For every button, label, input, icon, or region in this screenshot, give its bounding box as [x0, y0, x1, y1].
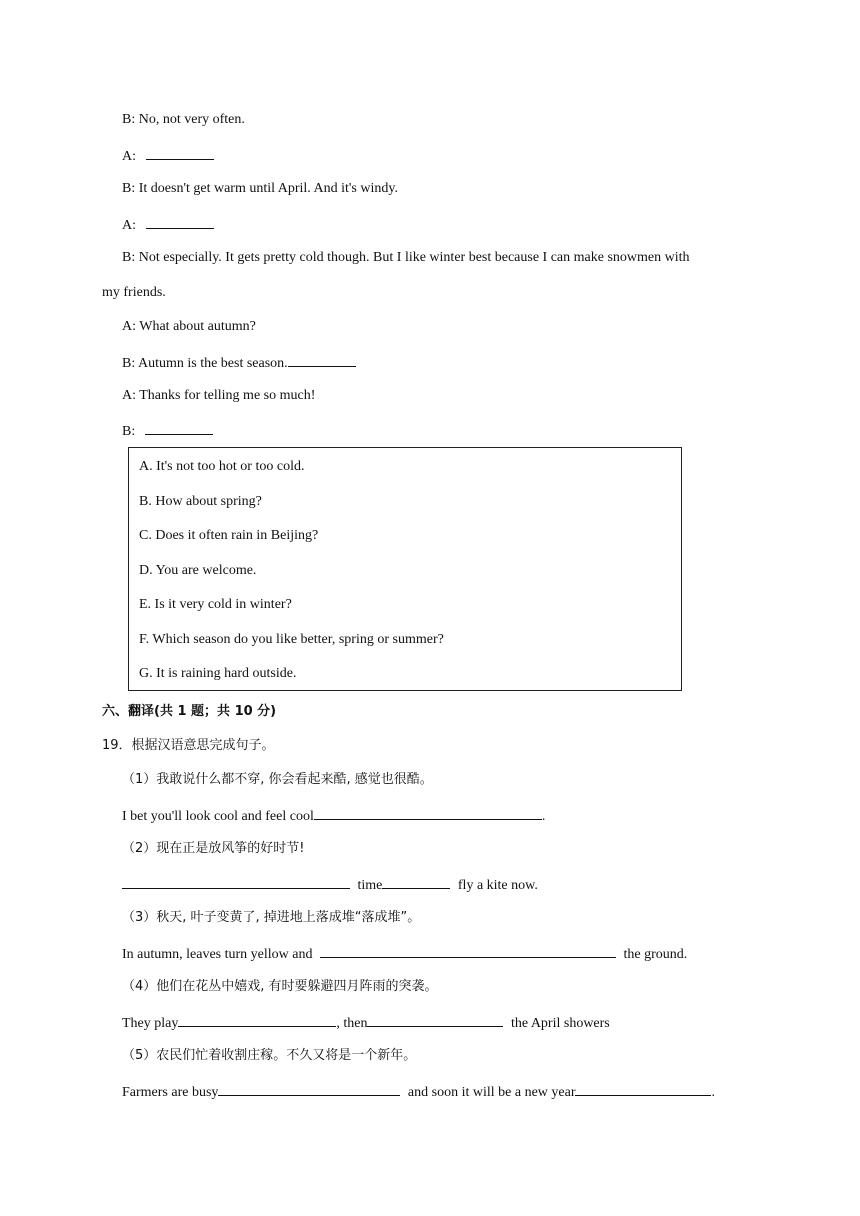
- dialogue-text: It doesn't get warm until April. And it's windy.: [138, 181, 398, 196]
- dialogue-line-4: [122, 215, 214, 235]
- sentence-text: Farmers are busy: [122, 1085, 219, 1100]
- dialogue-text: Thanks for telling me so much!: [139, 388, 316, 403]
- item-2-chinese: （2）现在正是放风筝的好时节!: [122, 841, 305, 856]
- answer-blank[interactable]: [218, 1082, 400, 1096]
- speaker-label: A:: [122, 149, 136, 164]
- answer-blank[interactable]: [382, 875, 450, 889]
- speaker-label: B:: [122, 424, 136, 439]
- answer-blank[interactable]: [145, 421, 213, 435]
- answer-blank[interactable]: [575, 1082, 711, 1096]
- speaker-label: A:: [122, 388, 136, 403]
- dialogue-text: Not especially. It gets pretty cold though. But I like winter best because I can make snowmen with: [138, 250, 690, 265]
- sentence-text: , then: [336, 1016, 368, 1031]
- item-4-chinese: （4）他们在花丛中嬉戏, 有时要躲避四月阵雨的突袭。: [122, 979, 438, 994]
- item-1-english: [122, 806, 545, 826]
- option-d: D. You are welcome.: [139, 563, 257, 578]
- item-4-english: [122, 1013, 610, 1033]
- answer-blank[interactable]: [320, 944, 616, 958]
- answer-blank[interactable]: [146, 146, 214, 160]
- item-1-chinese: （1）我敢说什么都不穿, 你会看起来酷, 感觉也很酷。: [122, 772, 433, 787]
- sentence-text: time: [357, 878, 383, 893]
- option-e: E. Is it very cold in winter?: [139, 597, 292, 612]
- dialogue-line-3: [122, 180, 398, 198]
- item-5-chinese: （5）农民们忙着收割庄稼。不久又将是一个新年。: [122, 1048, 417, 1063]
- answer-blank[interactable]: [122, 875, 350, 889]
- dialogue-line-5-continued: my friends.: [102, 285, 166, 300]
- question-prompt: 根据汉语意思完成句子。: [131, 738, 275, 753]
- speaker-label: A:: [122, 319, 136, 334]
- sentence-text: and soon it will be a new year: [407, 1085, 576, 1100]
- option-g: G. It is raining hard outside.: [139, 666, 297, 681]
- speaker-label: B:: [122, 181, 136, 196]
- item-3-chinese: （3）秋天, 叶子变黄了, 掉进地上落成堆“落成堆”。: [122, 910, 421, 925]
- item-2-english: [122, 875, 538, 895]
- item-5-english: [122, 1082, 715, 1102]
- answer-blank[interactable]: [367, 1013, 503, 1027]
- sentence-text: fly a kite now.: [457, 878, 538, 893]
- question-header: [102, 737, 275, 755]
- answer-blank[interactable]: [146, 215, 214, 229]
- speaker-label: B:: [122, 356, 136, 371]
- sentence-text: the ground.: [623, 947, 688, 962]
- speaker-label: B:: [122, 250, 136, 265]
- answer-blank[interactable]: [178, 1013, 336, 1027]
- sentence-text: They play: [122, 1016, 179, 1031]
- speaker-label: A:: [122, 218, 136, 233]
- dialogue-line-7: [122, 353, 356, 373]
- dialogue-line-5: [122, 249, 690, 267]
- sentence-text: In autumn, leaves turn yellow and: [122, 947, 313, 962]
- dialogue-line-1: [122, 111, 245, 129]
- section-heading: 六、翻译(共 1 题；共 10 分): [102, 704, 277, 719]
- dialogue-line-2: [122, 146, 214, 166]
- options-box: [128, 447, 682, 691]
- answer-blank[interactable]: [288, 353, 356, 367]
- dialogue-text: No, not very often.: [138, 112, 245, 127]
- sentence-text: .: [711, 1085, 715, 1100]
- dialogue-line-6: [122, 318, 256, 336]
- dialogue-text: What about autumn?: [139, 319, 256, 334]
- sentence-text: .: [541, 809, 546, 824]
- option-f: F. Which season do you like better, spring or summer?: [139, 632, 444, 647]
- speaker-label: B:: [122, 112, 136, 127]
- question-number: 19．: [102, 738, 132, 753]
- option-a: A. It's not too hot or too cold.: [139, 459, 305, 474]
- dialogue-line-9: [122, 421, 213, 441]
- sentence-text: I bet you'll look cool and feel cool: [122, 809, 314, 824]
- dialogue-text: Autumn is the best season.: [137, 356, 288, 371]
- option-c: C. Does it often rain in Beijing?: [139, 528, 319, 543]
- answer-blank[interactable]: [314, 806, 542, 820]
- item-3-english: [122, 944, 687, 964]
- dialogue-line-8: [122, 387, 315, 405]
- option-b: B. How about spring?: [139, 494, 262, 509]
- sentence-text: the April showers: [510, 1016, 610, 1031]
